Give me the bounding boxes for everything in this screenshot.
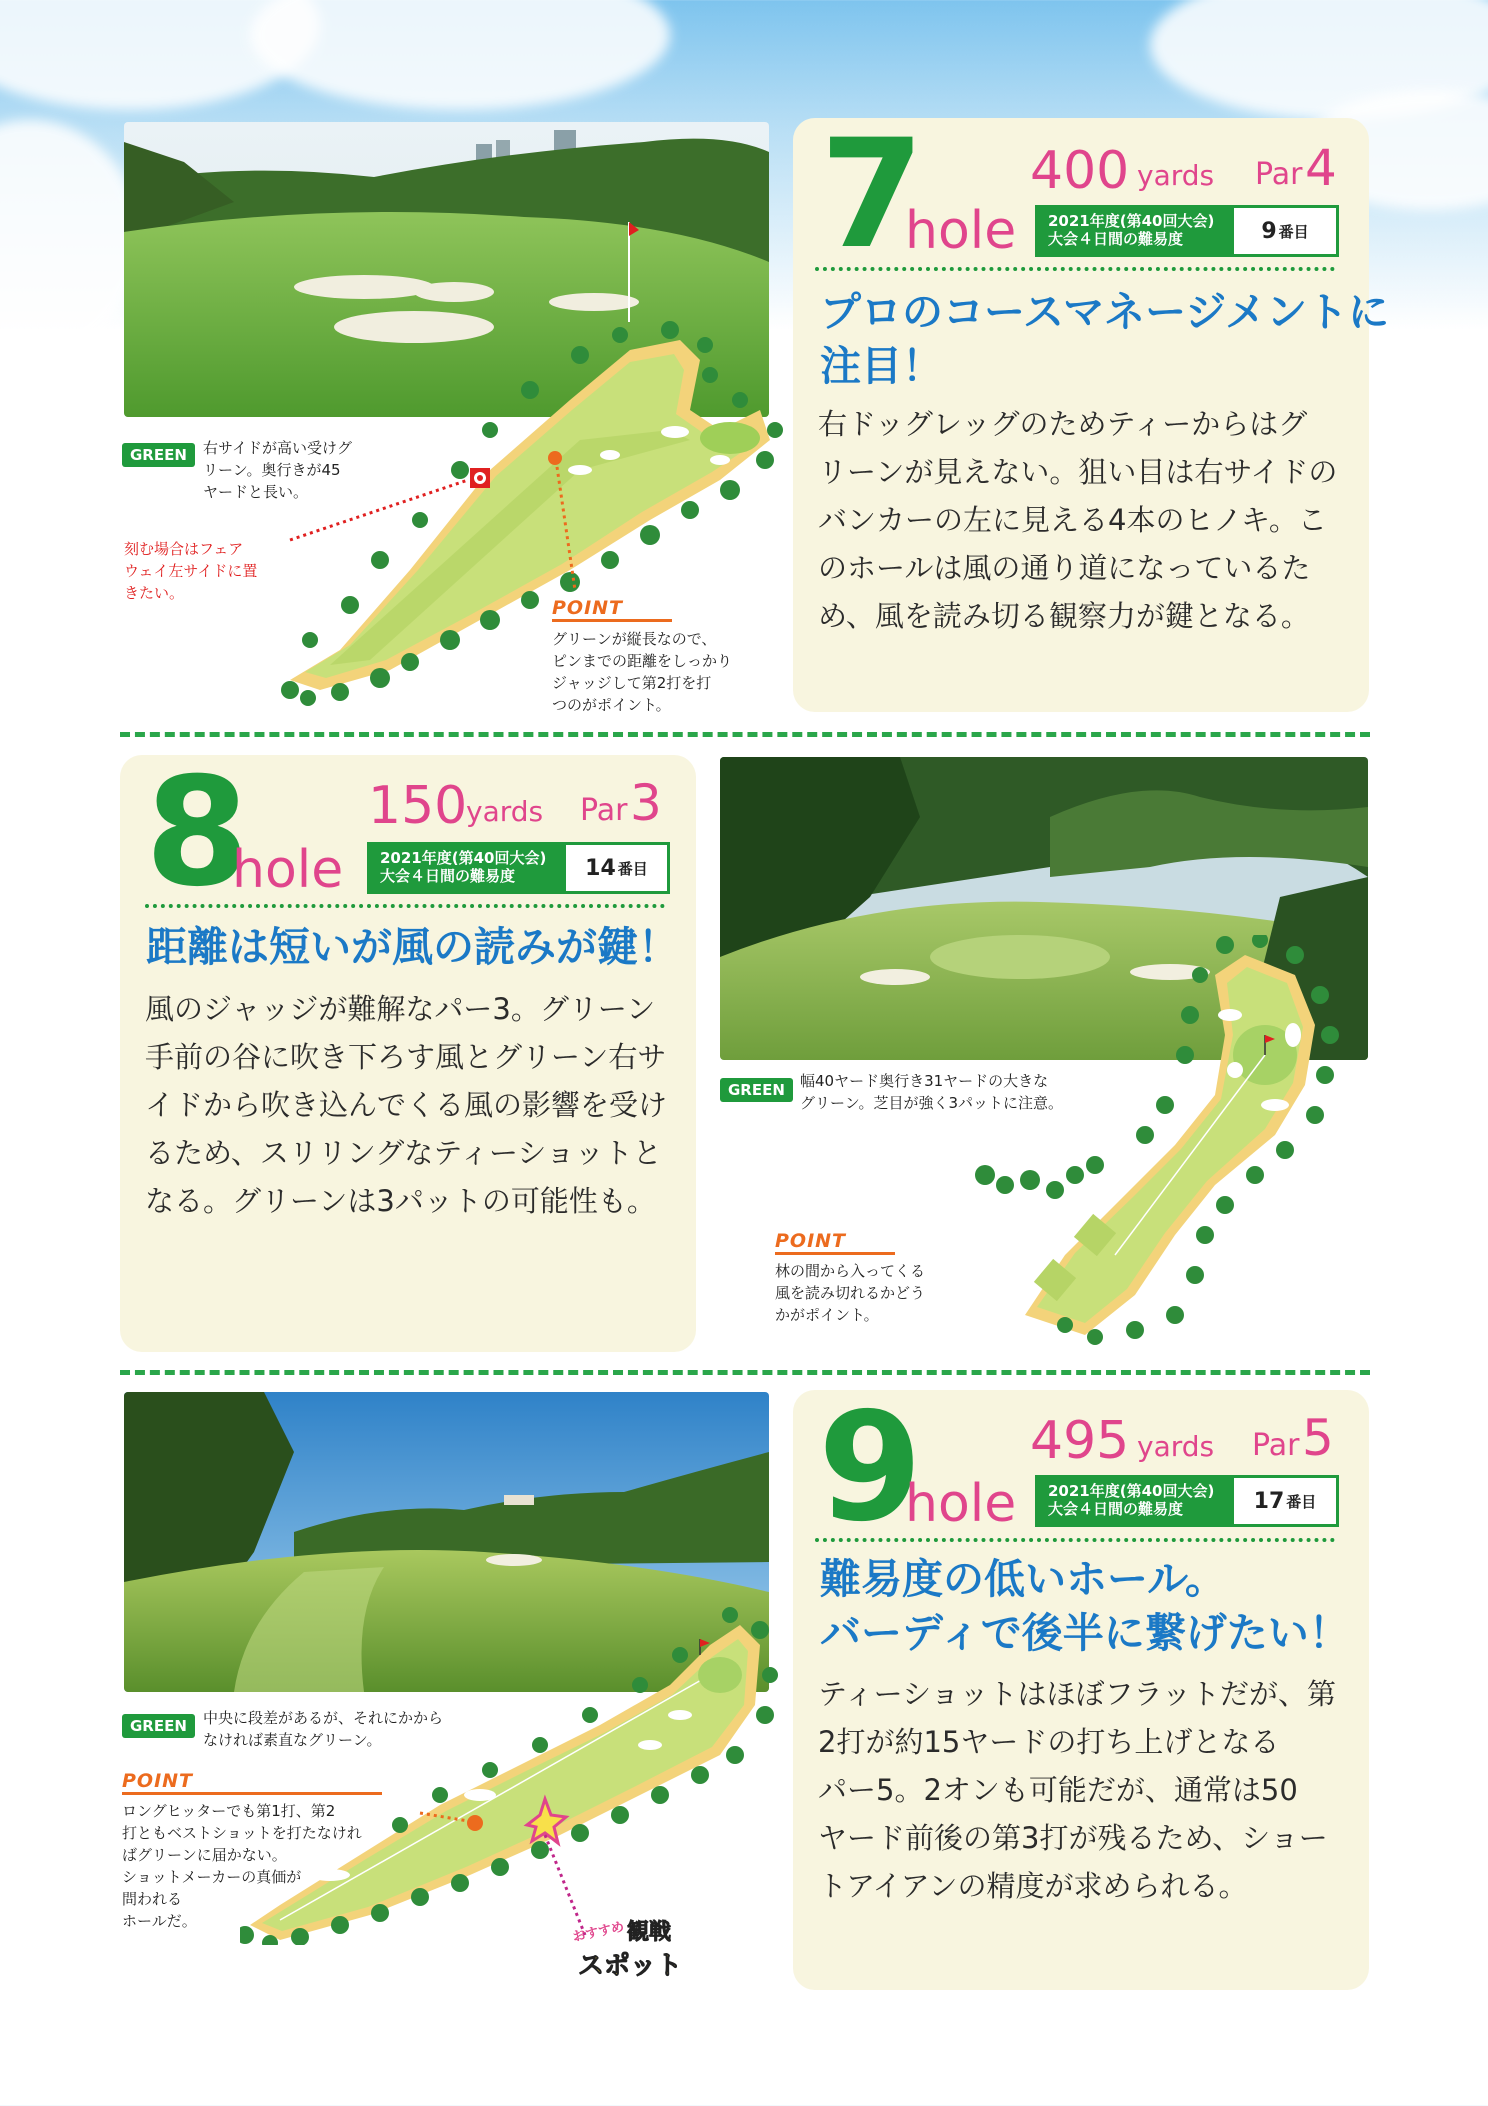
difficulty-label-line2: 大会４日間の難易度	[1048, 1500, 1184, 1518]
hole7-body	[818, 400, 1337, 640]
section-divider	[120, 732, 1370, 737]
hole9-point-note	[122, 1800, 362, 1932]
note-line: かがポイント。	[775, 1306, 879, 1324]
difficulty-rank	[1234, 208, 1336, 254]
hole8-par: 3	[630, 774, 662, 832]
hole9-par-word: Par	[1252, 1428, 1300, 1463]
difficulty-label-line1: 2021年度(第40回大会)	[1048, 212, 1215, 230]
spot-small-label: おすすめ	[571, 1919, 626, 1946]
note-line: ホールだ。	[122, 1912, 197, 1930]
hole7-green-tag: GREEN	[122, 443, 195, 467]
body-line: 右ドッグレッグのためティーからはグ	[818, 407, 1308, 441]
headline-line1: プロのコースマネージメントに	[820, 288, 1390, 336]
hole8-green-tag: GREEN	[720, 1078, 793, 1102]
body-line: 2打が約15ヤードの打ち上げとなる	[818, 1725, 1280, 1759]
body-line: バンカーの左に見える4本のヒノキ。こ	[818, 503, 1327, 537]
hole8-green-note	[800, 1070, 1063, 1114]
note-line: グリーンが縦長なので、	[552, 630, 717, 648]
difficulty-label	[1038, 208, 1234, 254]
note-line: グリーン。芝目が強く3パットに注意。	[800, 1094, 1064, 1112]
hole8-yards: 150	[368, 776, 468, 836]
note-line: なければ素直なグリーン。	[203, 1731, 382, 1749]
hole9-body	[818, 1670, 1336, 1910]
rank-number: 14	[585, 855, 616, 881]
note-line: 右サイドが高い受けグ	[203, 439, 352, 457]
hole7-number: 7	[820, 108, 925, 282]
difficulty-label-line2: 大会４日間の難易度	[380, 867, 516, 885]
body-line: 手前の谷に吹き下ろす風とグリーン右サ	[145, 1040, 667, 1074]
viewing-spot-badge	[572, 1915, 702, 1985]
hole9-word: hole	[905, 1474, 1017, 1534]
hole8-point-note	[775, 1260, 925, 1326]
hole7-headline	[820, 285, 1389, 393]
body-line: なる。グリーンは3パットの可能性も。	[145, 1184, 656, 1218]
body-line: リーンが見えない。狙い目は右サイドの	[818, 455, 1338, 489]
body-line: のホールは風の通り道になっているた	[818, 551, 1311, 585]
cloud	[0, 120, 140, 360]
rank-suffix: 番目	[617, 859, 648, 878]
spot-word-1: 観戦	[627, 1920, 672, 1945]
headline-line2: バーディで後半に繋げたい！	[820, 1609, 1350, 1657]
hole7-point-tag: POINT	[552, 597, 672, 622]
note-line: つのがポイント。	[552, 696, 671, 714]
hole8-difficulty-box	[367, 842, 670, 894]
difficulty-label-line1: 2021年度(第40回大会)	[380, 849, 547, 867]
body-line: るため、スリリングなティーショットと	[145, 1136, 662, 1170]
note-line: 幅40ヤード奥行き31ヤードの大きな	[800, 1072, 1049, 1090]
dotted-divider	[145, 904, 665, 908]
hole9-headline	[820, 1552, 1350, 1660]
note-line: ピンまでの距離をしっかり	[552, 652, 733, 670]
rank-suffix: 番目	[1286, 1492, 1317, 1511]
body-line: 風のジャッジが難解なパー3。グリーン	[145, 992, 656, 1026]
headline-line1: 難易度の低いホール。	[820, 1555, 1226, 1603]
hole8-word: hole	[232, 840, 344, 900]
rank-number: 9	[1261, 218, 1277, 244]
hole9-par: 5	[1302, 1409, 1334, 1467]
section-divider	[120, 1370, 1370, 1375]
rank-number: 17	[1253, 1488, 1285, 1514]
difficulty-label-line1: 2021年度(第40回大会)	[1048, 1482, 1215, 1500]
hole8-par-word: Par	[580, 793, 628, 828]
rank-suffix: 番目	[1278, 222, 1309, 241]
hole7-point-note	[552, 628, 732, 716]
hole7-par-word: Par	[1255, 157, 1303, 192]
hole9-point-tag: POINT	[122, 1770, 382, 1795]
hole8-body	[145, 985, 667, 1225]
hole8-yards-word: yards	[466, 795, 544, 828]
hole7-yards: 400	[1030, 141, 1130, 201]
note-line: 林の間から入ってくる	[775, 1262, 926, 1280]
note-line: 風を読み切れるかどう	[775, 1284, 926, 1302]
note-line: リーン。奥行きが45	[203, 461, 341, 479]
hole7-word: hole	[905, 201, 1017, 261]
note-line: ジャッジして第2打を打	[552, 674, 712, 692]
hole9-difficulty-box	[1035, 1475, 1339, 1527]
note-line: ヤードと長い。	[203, 483, 309, 501]
hole7-par: 4	[1305, 139, 1337, 197]
hole8-point-tag: POINT	[775, 1230, 895, 1255]
note-line: ロングヒッターでも第1打、第2	[122, 1802, 336, 1820]
note-line: きたい。	[124, 584, 185, 602]
spot-word-2: スポット	[578, 1951, 683, 1981]
difficulty-label	[370, 845, 566, 891]
note-line: 問われる	[122, 1890, 183, 1908]
hole9-green-tag: GREEN	[122, 1714, 195, 1738]
difficulty-label-line2: 大会４日間の難易度	[1048, 230, 1184, 248]
hole7-yards-word: yards	[1137, 159, 1215, 192]
note-line: ショットメーカーの真価が	[122, 1868, 302, 1886]
dotted-divider	[815, 267, 1335, 271]
hole9-yards-word: yards	[1137, 1430, 1215, 1463]
hole9-yards: 495	[1030, 1411, 1130, 1471]
body-line: ティーショットはほぼフラットだが、第	[818, 1677, 1336, 1711]
hole9-green-note	[203, 1707, 443, 1751]
hole7-green-note	[203, 437, 352, 503]
hole7-difficulty-box	[1035, 205, 1339, 257]
dotted-divider	[815, 1538, 1335, 1542]
body-line: め、風を読み切る観察力が鍵となる。	[818, 599, 1310, 633]
hole9-number: 9	[818, 1381, 923, 1555]
hole8-course-map	[975, 935, 1355, 1345]
note-line: 刻む場合はフェア	[124, 540, 244, 558]
body-line: パー5。2オンも可能だが、通常は50	[818, 1773, 1298, 1807]
body-line: イドから吹き込んでくる風の影響を受け	[145, 1088, 668, 1122]
note-line: 中央に段差があるが、それにかから	[203, 1709, 444, 1727]
hole8-headline	[146, 920, 679, 974]
hole7-red-note	[124, 538, 257, 604]
headline-line2: 注目！	[820, 342, 943, 390]
headline-line1: 距離は短いが風の読みが鍵！	[146, 923, 679, 971]
cloud	[250, 0, 670, 110]
body-line: トアイアンの精度が求められる。	[818, 1869, 1248, 1903]
note-line: ばグリーンに届かない。	[122, 1846, 287, 1864]
body-line: ヤード前後の第3打が残るため、ショー	[818, 1821, 1328, 1855]
hole8-number: 8	[145, 746, 250, 920]
difficulty-rank	[566, 845, 667, 891]
note-line: 打ともベストショットを打たなけれ	[122, 1824, 362, 1842]
note-line: ウェイ左サイドに置	[124, 562, 258, 580]
difficulty-rank	[1234, 1478, 1336, 1524]
difficulty-label	[1038, 1478, 1234, 1524]
